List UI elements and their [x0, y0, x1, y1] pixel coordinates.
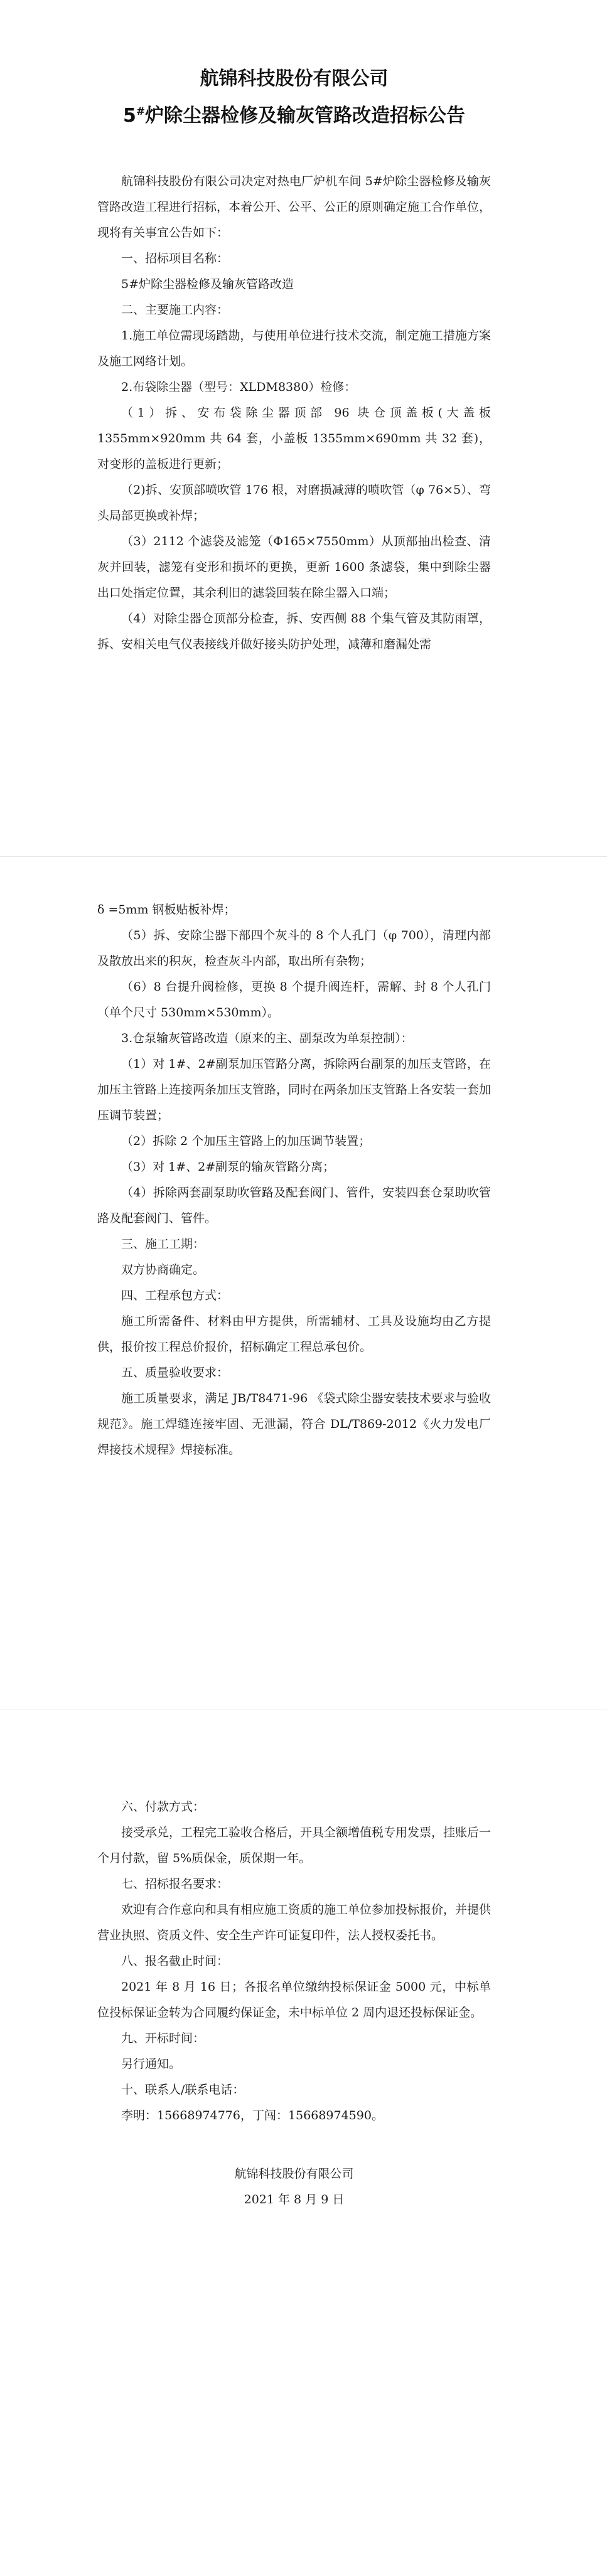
section-2-item-2: 2.布袋除尘器（型号：XLDM8380）检修： — [121, 380, 357, 394]
document-page-3 — [0, 1794, 607, 2213]
section-2-item-2-5: （5）拆、安除尘器下部四个灰斗的 8 个人孔门（φ 700），清理内部及散放出来的积灰，检查灰斗内部，取出所有杂物； — [97, 929, 491, 968]
document-page-2 — [0, 897, 607, 1463]
section-3-content: 双方协商确定。 — [121, 1263, 205, 1277]
section-2-item-2-4: （4）对除尘器仓顶部分检查，拆、安西侧 88 个集气管及其防雨罩，拆、安相关电气仪表接线并做好接头防护处理，减薄和磨漏处需 — [97, 612, 491, 651]
section-2-item-3-1: （1）对 1#、2#副泵加压管路分离，拆除两台副泵的加压支管路，在加压主管路上连接两条加压支管路，同时在两条加压支管路上各安装一套加压调节装置； — [97, 1057, 492, 1122]
section-5-heading: 五、质量验收要求： — [121, 1366, 229, 1380]
section-10-content: 李明：15668974776，丁闯：15668974590。 — [121, 2109, 384, 2122]
signature-company: 航锦科技股份有限公司 — [234, 2167, 354, 2181]
section-5-content: 施工质量要求，满足 JB/T8471-96 《袋式除尘器安装技术要求与验收规范》。施工焊缝连接牢固、无泄漏，符合 DL/T869-2012《火力发电厂焊接技术规程》焊接标准。 — [97, 1392, 491, 1457]
section-2-item-2-2: （2)拆、安顶部喷吹管 176 根，对磨损减薄的喷吹管（φ 76×5）、弯头局部更换或补焊； — [97, 483, 491, 523]
section-7-content: 欢迎有合作意向和具有相应施工资质的施工单位参加投标报价，并提供营业执照、资质文件、安全生产许可证复印件，法人授权委托书。 — [97, 1903, 492, 1942]
section-2-item-3-2: （2）拆除 2 个加压主管路上的加压调节装置； — [121, 1134, 371, 1148]
section-9-heading: 九、开标时间： — [121, 2031, 205, 2045]
section-2-item-3-4: （4）拆除两套副泵助吹管路及配套阀门、管件，安装四套仓泵助吹管路及配套阀门、管件。 — [97, 1186, 491, 1225]
intro-paragraph: 航锦科技股份有限公司决定对热电厂炉机车间 5#炉除尘器检修及输灰管路改造工程进行招标，本着公开、公平、公正的原则确定施工合作单位，现将有关事宜公告如下： — [97, 174, 492, 240]
section-1-heading: 一、招标项目名称： — [121, 252, 229, 265]
section-2-item-2-1: （1）拆、安布袋除尘器顶部 96 块仓顶盖板(大盖板 1355mm×920mm 共 64 套，小盖板 1355mm×690mm 共 32 套)，对变形的盖板进行更新； — [97, 406, 491, 471]
section-4-heading: 四、工程承包方式： — [121, 1289, 229, 1302]
section-8-content: 2021 年 8 月 16 日；各报名单位缴纳投标保证金 5000 元，中标单位投标保证金转为合同履约保证金，未中标单位 2 周内退还投标保证金。 — [97, 1980, 491, 2020]
section-7-heading: 七、招标报名要求： — [121, 1877, 229, 1891]
section-1-content: 5#炉除尘器检修及输灰管路改造 — [121, 277, 294, 291]
document-page-1 — [0, 63, 607, 657]
page-separator — [0, 856, 607, 857]
section-2-item-2-4-cont: δ =5mm 钢板贴板补焊； — [97, 903, 236, 917]
title-line-1: 航锦科技股份有限公司 — [200, 68, 389, 90]
section-10-heading: 十、联系人/联系电话： — [121, 2083, 245, 2097]
section-2-item-2-3: （3）2112 个滤袋及滤笼（Φ165×7550mm）从顶部抽出检查、清灰并回装，滤笼有变形和损坏的更换，更新 1600 条滤袋，集中到除尘器出口处指定位置，其余利旧的滤袋回装在除尘器入口端； — [97, 535, 491, 600]
signature-block — [97, 2161, 491, 2213]
document-title — [97, 63, 491, 132]
section-9-content: 另行通知。 — [121, 2057, 181, 2071]
section-8-heading: 八、报名截止时间： — [121, 1954, 229, 1968]
section-3-heading: 三、施工工期： — [121, 1237, 205, 1251]
section-2-item-2-6: （6）8 台提升阀检修，更换 8 个提升阀连杆，需解、封 8 个人孔门（单个尺寸 530mm×530mm）。 — [97, 980, 491, 1019]
section-2-item-3-3: （3）对 1#、2#副泵的输灰管路分离； — [121, 1160, 335, 1174]
signature-date: 2021 年 8 月 9 日 — [244, 2193, 345, 2206]
title-line-2: 5#炉除尘器检修及输灰管路改造招标公告 — [122, 105, 466, 127]
section-4-content: 施工所需备件、材料由甲方提供，所需辅材、工具及设施均由乙方提供，报价按工程总价报价，招标确定工程总承包价。 — [97, 1314, 491, 1354]
section-6-content: 接受承兑，工程完工验收合格后，开具全额增值税专用发票，挂账后一个月付款，留 5%质保金，质保期一年。 — [97, 1826, 492, 1865]
section-2-item-1: 1.施工单位需现场踏勘，与使用单位进行技术交流，制定施工措施方案及施工网络计划。 — [97, 329, 491, 368]
section-2-item-3: 3.仓泵输灰管路改造（原来的主、副泵改为单泵控制）： — [121, 1031, 413, 1045]
section-6-heading: 六、付款方式： — [121, 1800, 205, 1814]
section-2-heading: 二、主要施工内容： — [121, 303, 229, 317]
